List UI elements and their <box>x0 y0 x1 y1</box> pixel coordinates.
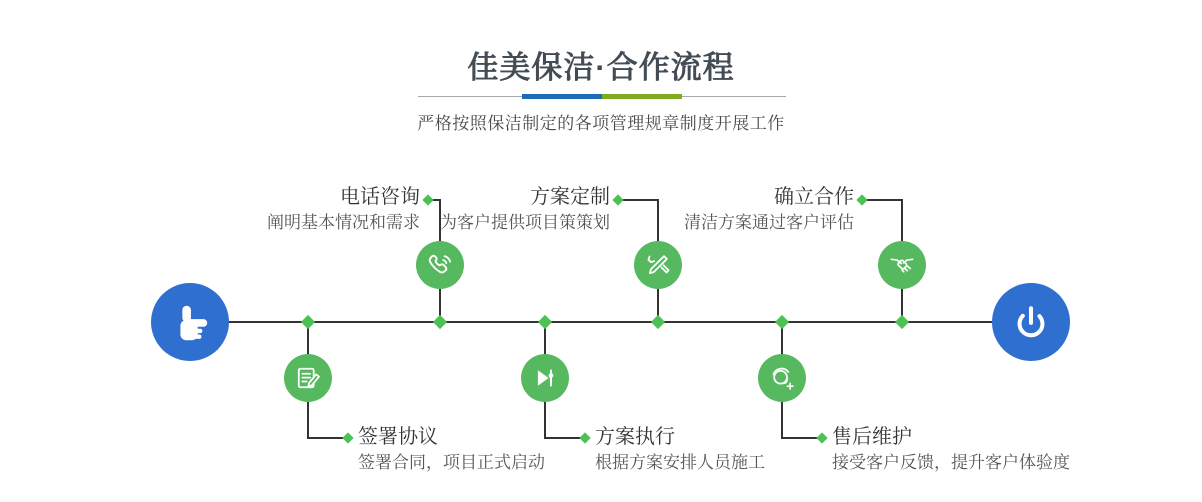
document-pen-icon <box>291 361 325 395</box>
step-title: 方案执行 <box>595 426 675 448</box>
step-circle-sign <box>284 354 332 402</box>
divider-blue-segment <box>522 94 602 99</box>
connector-label-step2 <box>618 199 659 201</box>
timeline-node-diamond <box>433 315 447 329</box>
step-desc: 阐明基本情况和需求 <box>267 213 420 232</box>
step-circle-execute <box>521 354 569 402</box>
handshake-icon <box>885 248 919 282</box>
power-icon <box>1009 300 1053 344</box>
step-label-cooperation <box>684 185 854 236</box>
page-subtitle: 严格按照保洁制定的各项管理规章制度开展工作 <box>417 114 785 133</box>
timeline-node-diamond <box>301 315 315 329</box>
timeline-node-diamond <box>651 315 665 329</box>
label-diamond <box>612 194 623 205</box>
divider-green-segment <box>602 94 682 99</box>
timeline-node-diamond <box>895 315 909 329</box>
step-desc: 根据方案安排人员施工 <box>595 453 765 472</box>
label-diamond <box>342 432 353 443</box>
step-title: 确立合作 <box>774 186 854 208</box>
phone-icon <box>423 248 457 282</box>
pencil-wrench-icon <box>641 248 675 282</box>
pointing-hand-icon <box>167 299 213 345</box>
step-title: 方案定制 <box>530 186 610 208</box>
label-diamond <box>579 432 590 443</box>
step-label-execute <box>595 425 765 476</box>
step-circle-cooperation <box>878 241 926 289</box>
label-diamond <box>422 194 433 205</box>
end-circle <box>992 283 1070 361</box>
play-slider-icon <box>528 361 562 395</box>
step-desc: 为客户提供项目策策划 <box>440 213 610 232</box>
step-label-customize <box>440 185 610 236</box>
headset-plus-icon <box>765 361 799 395</box>
step-desc: 签署合同，项目正式启动 <box>358 453 545 472</box>
step-circle-customize <box>634 241 682 289</box>
timeline-node-diamond <box>538 315 552 329</box>
step-desc: 清洁方案通过客户评估 <box>684 213 854 232</box>
start-circle <box>151 283 229 361</box>
step-label-sign <box>358 425 545 476</box>
title-divider-accent <box>522 94 682 99</box>
label-diamond <box>856 194 867 205</box>
step-circle-phone <box>416 241 464 289</box>
step-title: 电话咨询 <box>340 186 420 208</box>
step-title: 签署协议 <box>358 426 438 448</box>
step-desc: 接受客户反馈，提升客户体验度 <box>832 453 1070 472</box>
step-title: 售后维护 <box>832 426 912 448</box>
timeline-node-diamond <box>775 315 789 329</box>
step-circle-aftersale <box>758 354 806 402</box>
step-label-phone <box>267 185 420 236</box>
connector-label-step3 <box>862 199 903 201</box>
step-label-aftersale <box>832 425 1070 476</box>
page-title: 佳美保洁·合作流程 <box>467 50 735 85</box>
label-diamond <box>816 432 827 443</box>
